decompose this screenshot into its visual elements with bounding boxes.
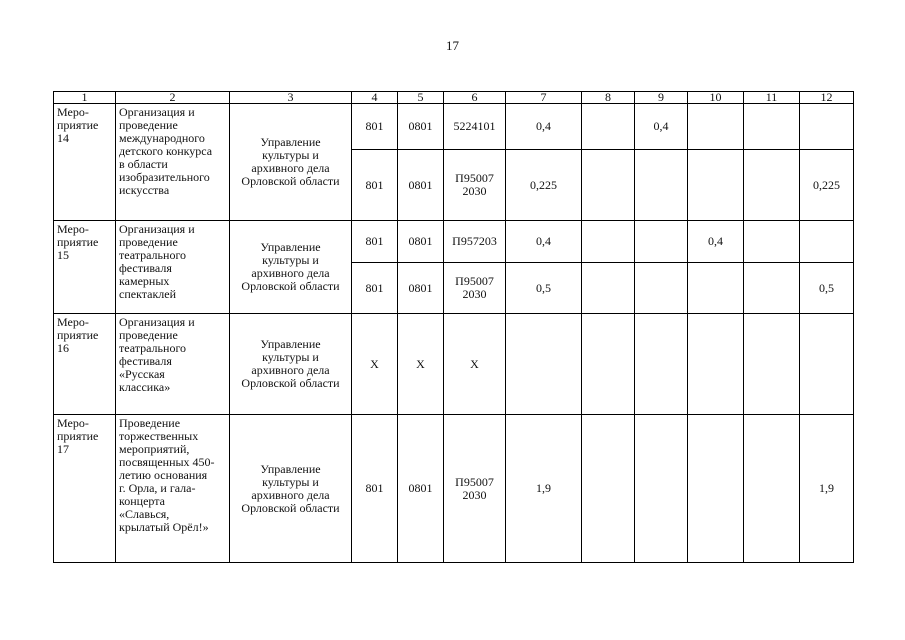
measure-name: Организация и проведение международного детского конкурса в области изобразительного искусства [116,104,230,221]
cell-c6: П95007 2030 [444,150,506,221]
responsible-agency: Управление культуры и архивного дела Орловской области [230,104,352,221]
header-row [54,92,854,104]
cell-c9 [635,263,688,314]
column-header: 4 [352,92,398,104]
cell-c7: 1,9 [506,415,582,563]
cell-c10 [688,314,744,415]
cell-c8 [582,221,635,263]
cell-c8 [582,104,635,150]
cell-c7: 0,5 [506,263,582,314]
page-number: 17 [446,38,459,53]
measure-label: Меро- приятие 14 [54,104,116,221]
column-header: 5 [398,92,444,104]
budget-table [53,91,854,563]
measure-label: Меро- приятие 16 [54,314,116,415]
cell-c6: П957203 [444,221,506,263]
cell-c5: 0801 [398,415,444,563]
cell-c5: 0801 [398,104,444,150]
column-header: 8 [582,92,635,104]
column-header: 2 [116,92,230,104]
column-header: 12 [800,92,854,104]
cell-c9 [635,221,688,263]
column-header: 9 [635,92,688,104]
responsible-agency: Управление культуры и архивного дела Орловской области [230,221,352,314]
cell-c12 [800,221,854,263]
cell-c6: П95007 2030 [444,263,506,314]
cell-c12: 0,5 [800,263,854,314]
column-header: 3 [230,92,352,104]
measure-label: Меро- приятие 17 [54,415,116,563]
cell-c6: 5224101 [444,104,506,150]
cell-c4: 801 [352,263,398,314]
cell-c5: Х [398,314,444,415]
cell-c11 [744,221,800,263]
cell-c7: 0,225 [506,150,582,221]
cell-c10 [688,104,744,150]
cell-c12 [800,104,854,150]
responsible-agency: Управление культуры и архивного дела Орловской области [230,314,352,415]
cell-c7 [506,314,582,415]
cell-c11 [744,314,800,415]
cell-c9: 0,4 [635,104,688,150]
cell-c11 [744,104,800,150]
measure-name: Проведение торжественных мероприятий, посвященных 450- летию основания г. Орла, и гала- концерта «Славься, крылатый Орёл!» [116,415,230,563]
cell-c8 [582,415,635,563]
column-header: 7 [506,92,582,104]
cell-c10: 0,4 [688,221,744,263]
measure-name: Организация и проведение театрального фестиваля «Русская классика» [116,314,230,415]
table-row [54,415,854,563]
table-row [54,314,854,415]
cell-c12: 0,225 [800,150,854,221]
cell-c4: 801 [352,150,398,221]
responsible-agency: Управление культуры и архивного дела Орловской области [230,415,352,563]
cell-c9 [635,415,688,563]
cell-c4: 801 [352,104,398,150]
cell-c5: 0801 [398,221,444,263]
cell-c7: 0,4 [506,104,582,150]
cell-c5: 0801 [398,150,444,221]
cell-c4: 801 [352,221,398,263]
column-header: 11 [744,92,800,104]
cell-c8 [582,150,635,221]
cell-c9 [635,314,688,415]
cell-c11 [744,415,800,563]
measure-name: Организация и проведение театрального фестиваля камерных спектаклей [116,221,230,314]
measure-label: Меро- приятие 15 [54,221,116,314]
cell-c10 [688,263,744,314]
cell-c11 [744,150,800,221]
cell-c8 [582,263,635,314]
cell-c10 [688,415,744,563]
column-header: 1 [54,92,116,104]
cell-c8 [582,314,635,415]
cell-c6: П95007 2030 [444,415,506,563]
cell-c11 [744,263,800,314]
cell-c4: 801 [352,415,398,563]
cell-c6: Х [444,314,506,415]
table-row [54,221,854,263]
cell-c9 [635,150,688,221]
column-header: 6 [444,92,506,104]
cell-c5: 0801 [398,263,444,314]
cell-c7: 0,4 [506,221,582,263]
cell-c12: 1,9 [800,415,854,563]
cell-c4: Х [352,314,398,415]
cell-c12 [800,314,854,415]
table-row [54,104,854,150]
column-header: 10 [688,92,744,104]
cell-c10 [688,150,744,221]
